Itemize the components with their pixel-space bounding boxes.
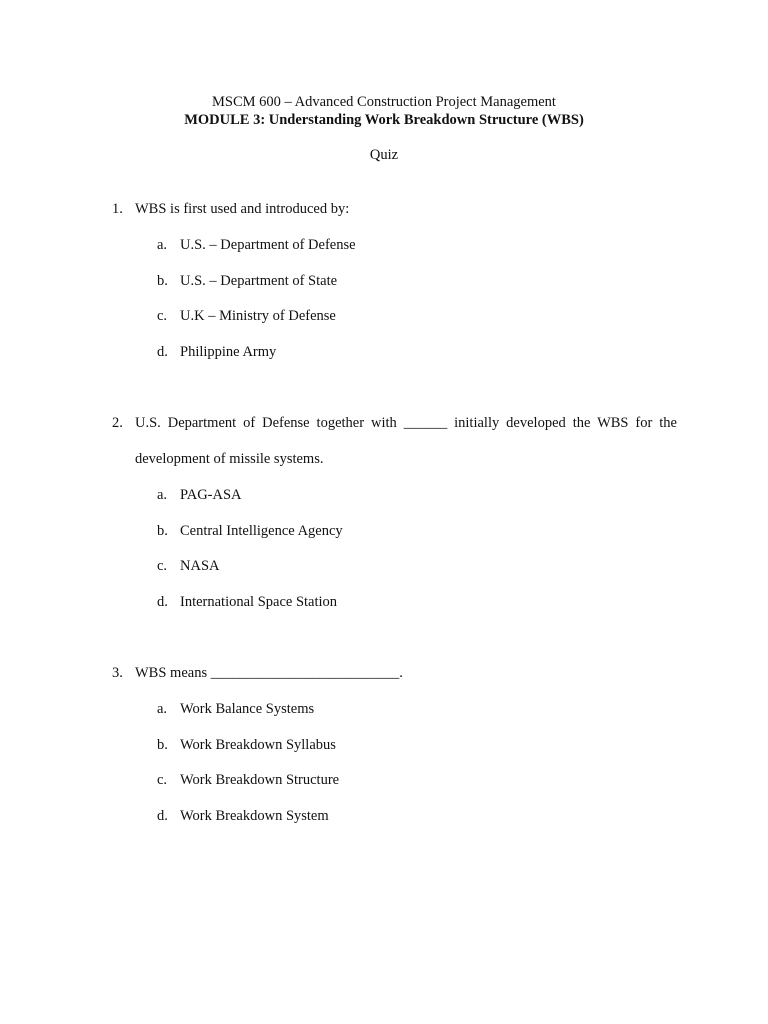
option-text: U.S. – Department of State [180, 272, 338, 289]
option-d [157, 807, 657, 843]
option-list [157, 700, 657, 843]
option-text: Work Breakdown System [180, 808, 329, 825]
option-text: Work Balance Systems [180, 701, 315, 717]
option-letter: a. [157, 701, 168, 717]
option-letter: d. [157, 344, 168, 361]
option-text: NASA [180, 558, 220, 575]
option-d [157, 593, 657, 629]
option-c [157, 771, 657, 807]
question-number: 3. [112, 665, 123, 681]
option-letter: c. [157, 558, 168, 575]
option-text: International Space Station [180, 594, 338, 611]
option-text: PAG-ASA [180, 487, 242, 503]
question-text-line: WBS means __________________________. [135, 665, 403, 681]
option-letter: c. [157, 308, 168, 325]
option-text: Philippine Army [180, 344, 277, 361]
question-text [135, 414, 677, 468]
question-text-line: WBS is first used and introduced by: [135, 201, 350, 217]
option-letter: c. [157, 772, 168, 789]
option-d [157, 343, 657, 379]
question-number: 1. [112, 201, 123, 217]
option-a [157, 486, 657, 522]
option-b [157, 522, 657, 558]
option-text: Work Breakdown Structure [180, 772, 340, 789]
question-text [135, 664, 677, 682]
option-b [157, 736, 657, 772]
option-text: Work Breakdown Syllabus [180, 736, 336, 753]
option-a [157, 236, 657, 272]
option-letter: a. [157, 487, 168, 503]
question-text-line: development of missile systems. [135, 451, 324, 467]
option-letter: a. [157, 237, 168, 253]
option-list [157, 486, 657, 629]
option-letter: b. [157, 272, 168, 289]
option-text: U.K – Ministry of Defense [180, 308, 336, 325]
option-c [157, 557, 657, 593]
option-letter: b. [157, 522, 168, 539]
question-text-line: U.S. Department of Defense together with ______ initially developed the WBS for the [135, 415, 677, 431]
course-title: MSCM 600 – Advanced Construction Project Management [212, 94, 556, 110]
question-text [135, 200, 677, 218]
option-a [157, 700, 657, 736]
option-text: U.S. – Department of Defense [180, 237, 356, 253]
option-b [157, 272, 657, 308]
module-title: MODULE 3: Understanding Work Breakdown Structure (WBS) [184, 112, 584, 128]
option-letter: b. [157, 736, 168, 753]
option-text: Central Intelligence Agency [180, 522, 343, 539]
option-list [157, 236, 657, 379]
option-c [157, 307, 657, 343]
option-letter: d. [157, 594, 168, 611]
quiz-title: Quiz [369, 147, 399, 163]
option-letter: d. [157, 808, 168, 825]
question-number: 2. [112, 415, 123, 431]
